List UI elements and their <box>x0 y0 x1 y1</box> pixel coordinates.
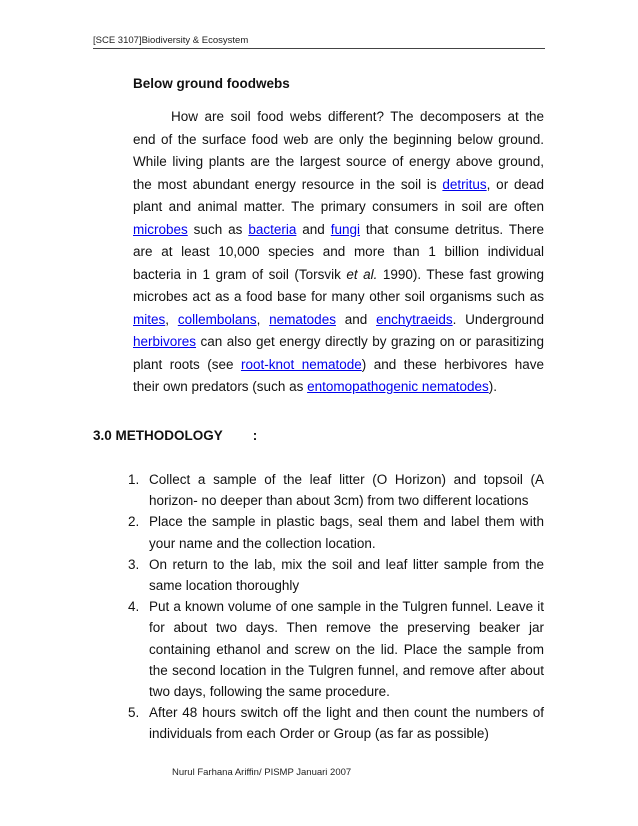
link-microbes[interactable]: microbes <box>133 221 188 237</box>
paragraph-text-1: How are soil food webs different? The decomposers at the end of the surface food web are only the beginning below ground. While living plants are the largest source of energy above ground, the most abundant energy resource in the soil is <box>133 109 544 192</box>
paragraph-text-3: such as <box>187 221 249 237</box>
link-nematodes[interactable]: nematodes <box>269 311 336 327</box>
paragraph-text-5: that consume detritus. There are at least 10,000 species and more than 1 billion individual bacteria in 1 gram of soil (Torsvik <box>133 221 545 282</box>
link-fungi[interactable]: fungi <box>330 221 360 237</box>
link-detritus[interactable]: detritus <box>442 176 487 192</box>
list-item <box>128 511 544 553</box>
list-item <box>128 702 544 744</box>
paragraph-text-11: can also get energy directly by grazing on or parasitizing plant roots (see <box>133 334 544 372</box>
link-entomopathogenic-nematodes[interactable]: entomopathogenic nematodes <box>307 379 489 394</box>
paragraph-text-10: . Underground <box>452 311 544 327</box>
foodweb-paragraph <box>133 106 544 399</box>
step-text: On return to the lab, mix the soil and leaf litter sample from the same location thoroughly <box>149 556 544 594</box>
paragraph-text-4: and <box>296 221 331 237</box>
step-text: Place the sample in plastic bags, seal them and label them with your name and the collection location. <box>149 514 544 551</box>
page-header: [SCE 3107]Biodiversity & Ecosystem <box>93 35 545 49</box>
link-herbivores[interactable]: herbivores <box>133 334 197 349</box>
step-number: 5. <box>128 705 140 721</box>
paragraph-text-13: ). <box>488 379 497 394</box>
step-number: 1. <box>128 472 140 487</box>
step-number: 3. <box>128 556 140 572</box>
list-item <box>128 596 544 702</box>
list-item <box>128 554 544 596</box>
page-footer: Nurul Farhana Ariffin/ PISMP Januari 2007 <box>172 767 352 778</box>
step-text: Collect a sample of the leaf litter (O Horizon) and topsoil (A horizon- no deeper than about 3cm) from two different locations <box>149 472 544 509</box>
methodology-steps <box>128 469 544 745</box>
step-number: 4. <box>128 599 140 615</box>
link-mites[interactable]: mites <box>133 311 166 327</box>
paragraph-text-6: 1990). These fast growing microbes act as a food base for many other soil organisms such as <box>133 266 544 304</box>
paragraph-text-7: , <box>165 311 178 327</box>
list-item <box>128 469 544 511</box>
step-text: Put a known volume of one sample in the Tulgren funnel. Leave it for about two days. Then remove the preserving beaker jar containing ethanol and screw on the lid. Place the sample from the second location in the Tulgren funnel, and remove after about two days, following the same procedure. <box>149 599 544 700</box>
below-ground-heading: Below ground foodwebs <box>133 76 290 91</box>
link-root-knot-nematode[interactable]: root-knot nematode <box>240 356 362 372</box>
link-enchytraeids[interactable]: enchytraeids <box>376 311 453 327</box>
methodology-heading <box>93 425 257 447</box>
et-al-italic: et al. <box>346 266 378 282</box>
step-number: 2. <box>128 514 140 530</box>
link-bacteria[interactable]: bacteria <box>248 221 297 237</box>
paragraph-text-2: , or dead plant and animal matter. The primary consumers in soil are often <box>133 176 544 214</box>
paragraph-text-12: ) and these herbivores have their own predators (such as <box>133 356 544 394</box>
step-text: After 48 hours switch off the light and then count the numbers of individuals from each Order or Group (as far as possible) <box>149 705 544 742</box>
link-collembolans[interactable]: collembolans <box>177 311 257 327</box>
methodology-title: 3.0 METHODOLOGY <box>93 428 223 443</box>
methodology-colon: : <box>252 428 258 443</box>
paragraph-text-8: , <box>256 311 270 327</box>
paragraph-text-9: and <box>335 311 377 327</box>
